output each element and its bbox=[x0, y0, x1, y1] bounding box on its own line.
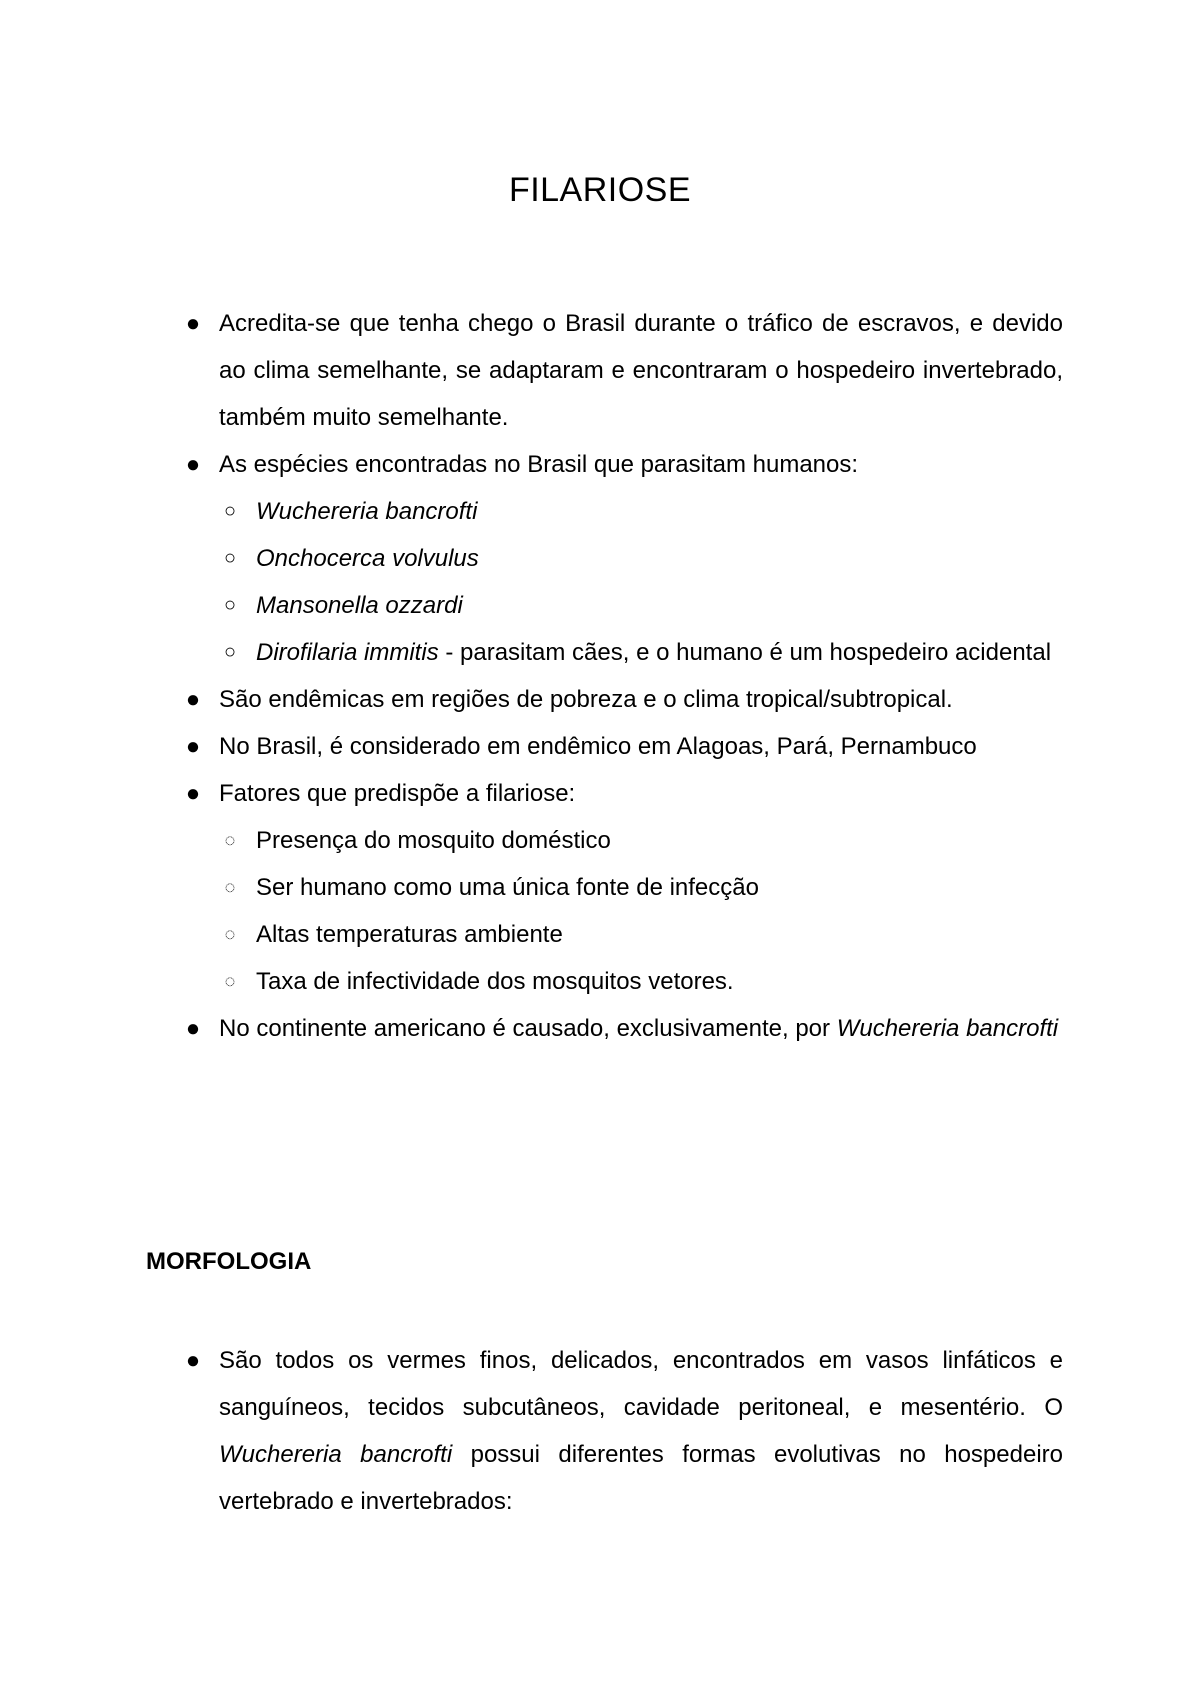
list-item bbox=[183, 676, 1063, 723]
bullet-icon: ● bbox=[185, 733, 201, 760]
bullet-text: As espécies encontradas no Brasil que parasitam humanos: bbox=[219, 451, 859, 478]
bullet-text-part: possui diferentes formas evolutivas no hospedeiro vertebrado e invertebrados: bbox=[219, 1441, 1063, 1515]
list-item bbox=[183, 300, 1063, 441]
list-item bbox=[183, 488, 1063, 535]
bullet-icon: ● bbox=[185, 310, 201, 337]
page-title: FILARIOSE bbox=[508, 170, 692, 209]
list-item bbox=[183, 1337, 1063, 1525]
species-list bbox=[183, 488, 1063, 676]
factor-text: Ser humano como uma única fonte de infecção bbox=[256, 874, 759, 901]
section-heading-morfologia: MORFOLOGIA bbox=[146, 1248, 312, 1275]
species-name: Mansonella ozzardi bbox=[256, 592, 463, 619]
species-note: - parasitam cães, e o humano é um hospedeiro acidental bbox=[438, 639, 1052, 666]
circle-bullet-icon: ○ bbox=[223, 641, 237, 663]
bullet-text-part: No continente americano é causado, exclusivamente, por bbox=[219, 1015, 837, 1042]
list-item bbox=[183, 535, 1063, 582]
bullet-text: No Brasil, é considerado em endêmico em Alagoas, Pará, Pernambuco bbox=[219, 733, 977, 760]
list-item bbox=[183, 770, 1063, 1005]
list-item bbox=[183, 1005, 1063, 1052]
list-item bbox=[183, 911, 1063, 958]
bullet-text: São endêmicas em regiões de pobreza e o clima tropical/subtropical. bbox=[219, 686, 953, 713]
bullet-icon: ● bbox=[185, 451, 201, 478]
bullet-icon: ● bbox=[185, 1347, 201, 1374]
bullet-text: Acredita-se que tenha chego o Brasil durante o tráfico de escravos, e devido ao clima semelhante, se adaptaram e encontraram o hospedeiro invertebrado, também muito semelhante. bbox=[219, 310, 1063, 431]
species-name: Wuchereria bancrofti bbox=[836, 1015, 1059, 1042]
bullet-text: Fatores que predispõe a filariose: bbox=[219, 780, 576, 807]
bullet-text bbox=[219, 1005, 1063, 1052]
list-item bbox=[183, 864, 1063, 911]
circle-bullet-icon: ○ bbox=[223, 594, 237, 616]
bullet-icon: ● bbox=[185, 686, 201, 713]
species-name: Onchocerca volvulus bbox=[256, 545, 479, 572]
list-item bbox=[183, 582, 1063, 629]
factor-text: Taxa de infectividade dos mosquitos vetores. bbox=[256, 968, 734, 995]
list-item bbox=[183, 629, 1063, 676]
list-item bbox=[183, 958, 1063, 1005]
circle-bullet-icon: ○ bbox=[223, 500, 237, 522]
species-name: Wuchereria bancrofti bbox=[256, 498, 478, 525]
bullet-text-part: São todos os vermes finos, delicados, encontrados em vasos linfáticos e sanguíneos, tecidos subcutâneos, cavidade peritoneal, e mesentério. O bbox=[219, 1347, 1063, 1421]
dotted-circle-bullet-icon: ◌ bbox=[224, 877, 236, 897]
species-name: Wuchereria bancrofti bbox=[219, 1441, 453, 1468]
list-item bbox=[183, 723, 1063, 770]
intro-bullet-list bbox=[183, 300, 1063, 1052]
dotted-circle-bullet-icon: ◌ bbox=[224, 971, 236, 991]
morfologia-bullet-list bbox=[183, 1337, 1063, 1525]
bullet-icon: ● bbox=[185, 1015, 201, 1042]
factors-list bbox=[183, 817, 1063, 1005]
species-name: Dirofilaria immitis bbox=[256, 639, 439, 666]
bullet-icon: ● bbox=[185, 780, 201, 807]
factor-text: Altas temperaturas ambiente bbox=[256, 921, 563, 948]
circle-bullet-icon: ○ bbox=[223, 547, 237, 569]
list-item bbox=[183, 817, 1063, 864]
species-description bbox=[256, 629, 1063, 676]
dotted-circle-bullet-icon: ◌ bbox=[224, 924, 236, 944]
list-item bbox=[183, 441, 1063, 676]
dotted-circle-bullet-icon: ◌ bbox=[224, 830, 236, 850]
factor-text: Presença do mosquito doméstico bbox=[256, 827, 611, 854]
bullet-text bbox=[219, 1337, 1063, 1525]
